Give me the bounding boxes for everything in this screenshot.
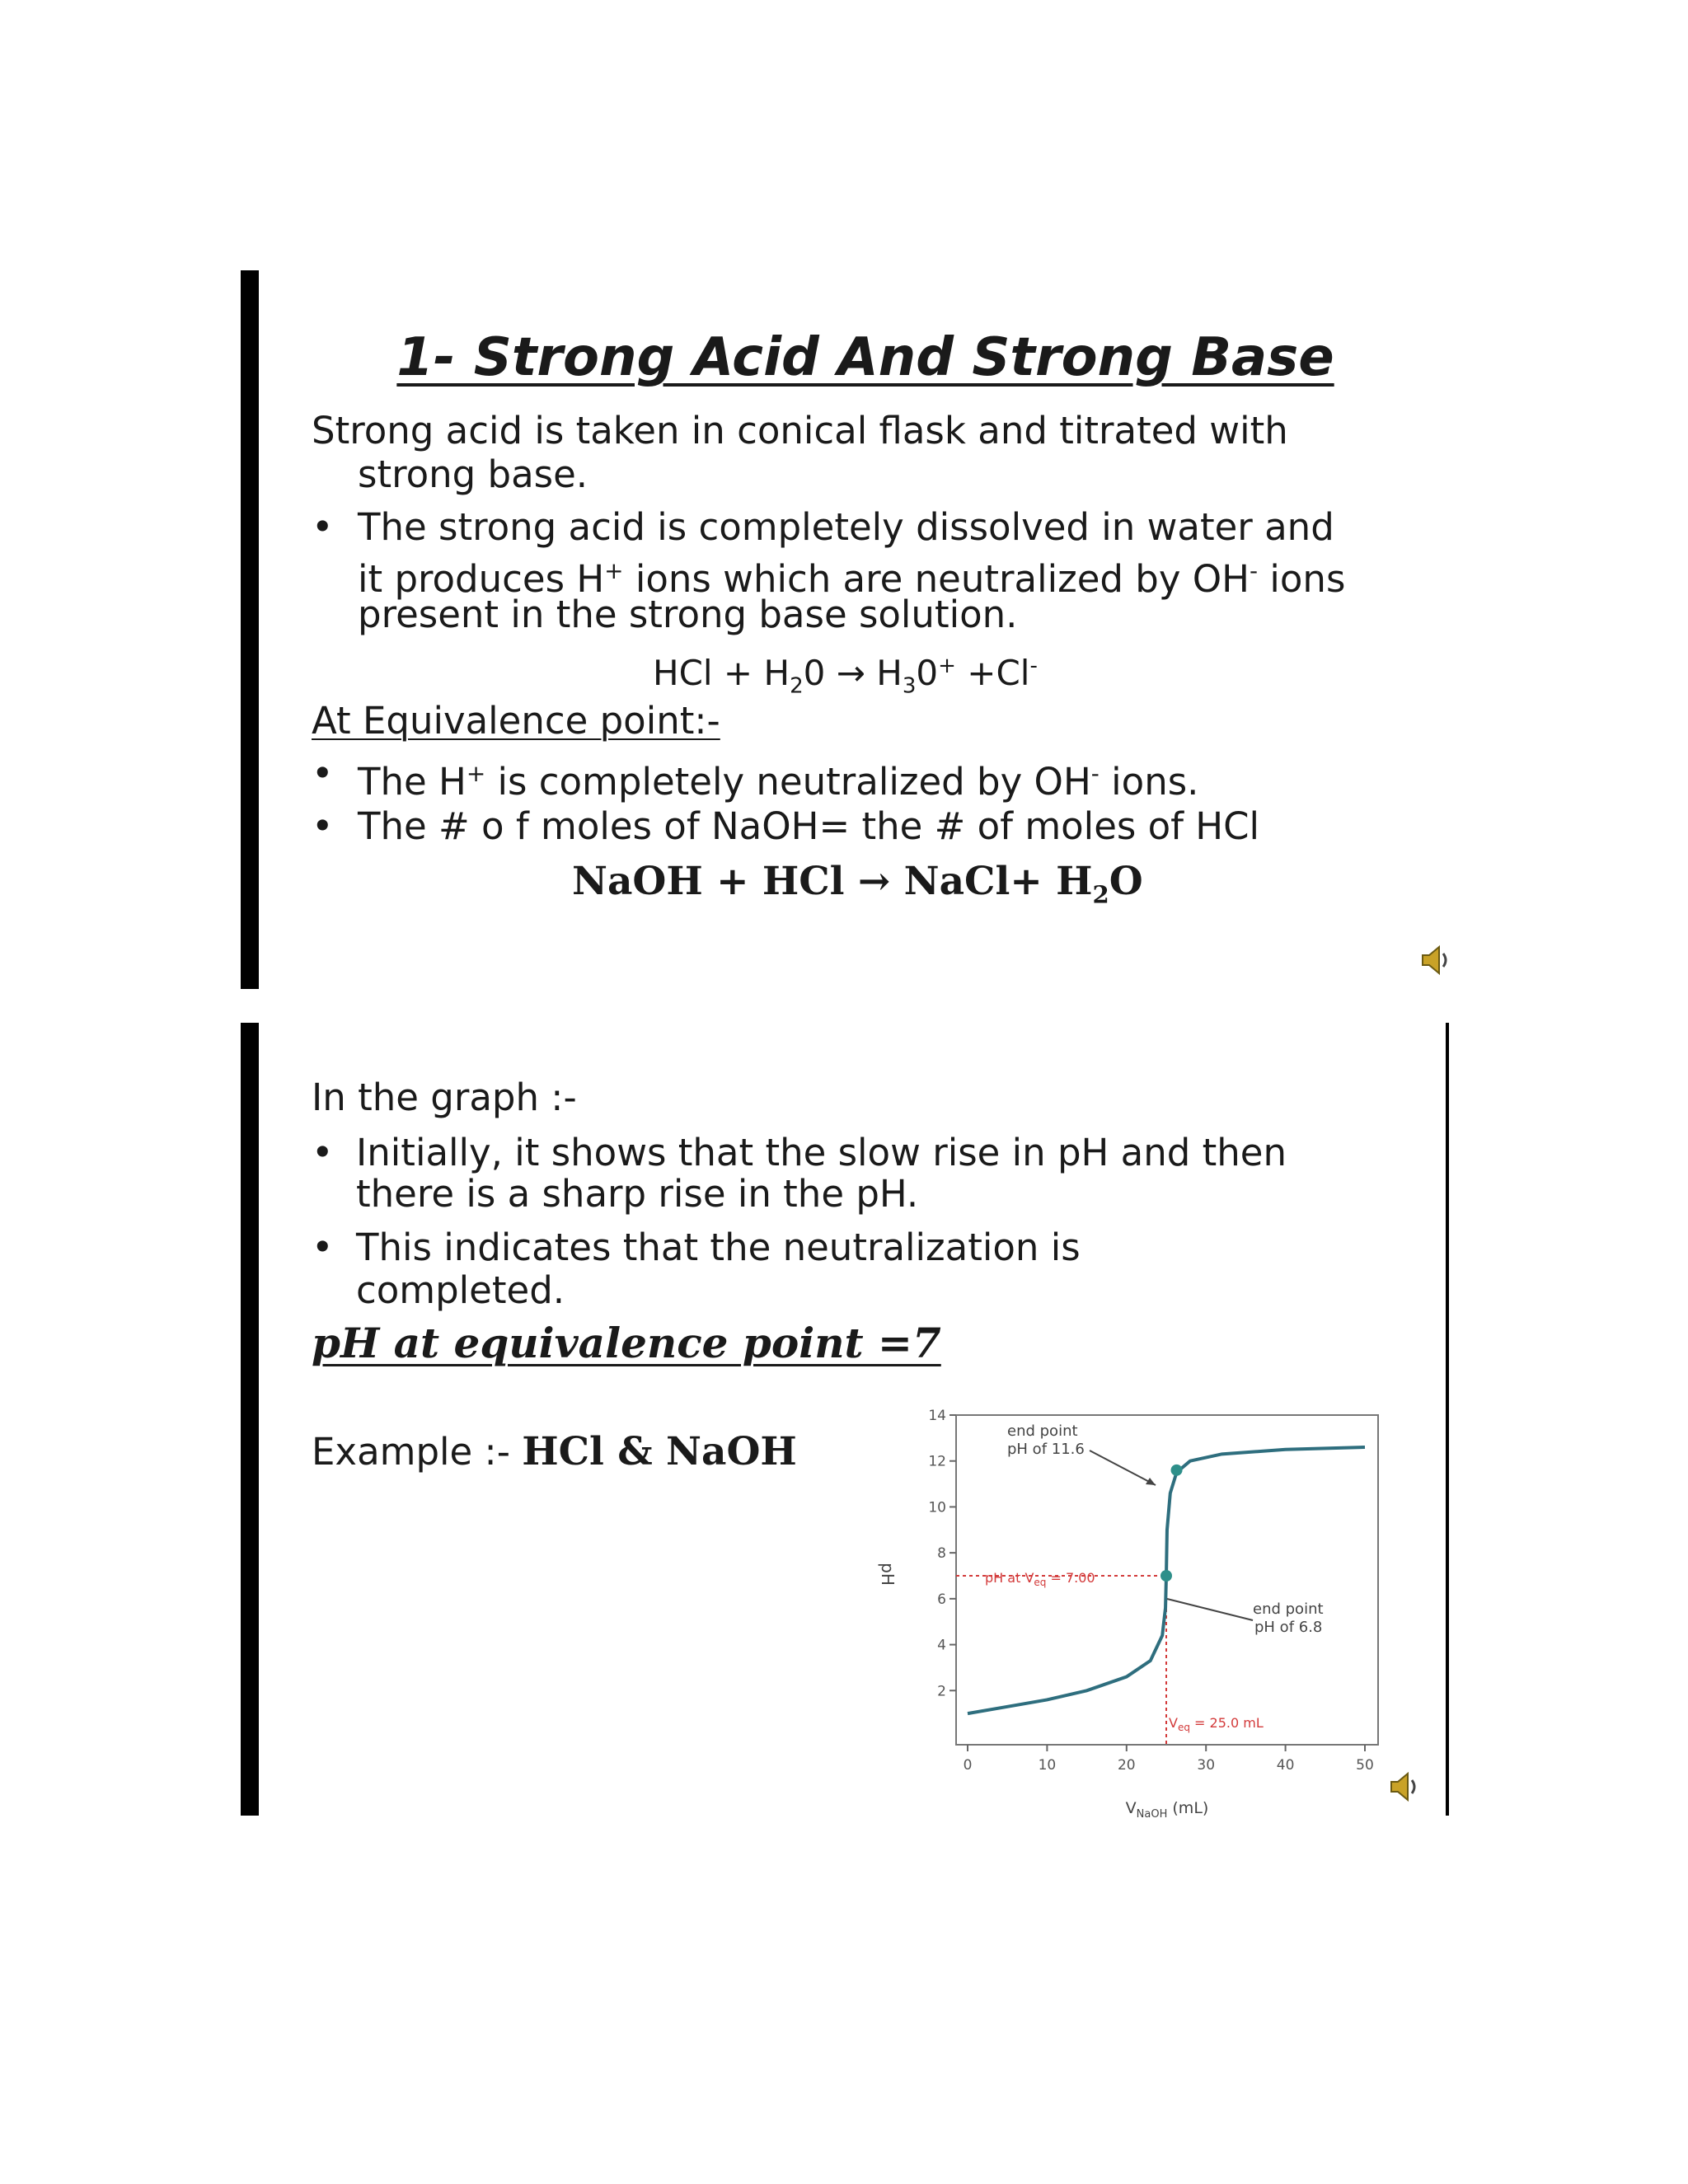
speaker-icon[interactable] [1419, 944, 1454, 980]
graph-bullet2-line1: This indicates that the neutralization is [356, 1226, 1081, 1269]
equation-neutralization: NaOH + HCl → NaCl+ $H_2O$ [572, 859, 1143, 909]
example-value: HCl & NaOH [522, 1429, 797, 1474]
y-tick-label: 10 [928, 1499, 946, 1516]
x-tick-label: 20 [1117, 1757, 1136, 1774]
bullet-marker: • [312, 1131, 334, 1174]
annotation-ph-at-veq: pH at $V_{eq} = 7.00$ [985, 1570, 1095, 1588]
x-tick-label: 50 [1356, 1757, 1374, 1774]
x-tick-label: 10 [1038, 1757, 1057, 1774]
annotation-veq: $V_{eq} = 25.0$ mL [1169, 1715, 1264, 1733]
example-line: Example :- HCl & NaOH [312, 1429, 797, 1474]
x-tick-label: 30 [1197, 1757, 1216, 1774]
graph-heading: In the graph :- [312, 1076, 577, 1119]
annotation-endpoint-low-line1: end point [1253, 1601, 1324, 1618]
titration-curve-chart [857, 1401, 1385, 1830]
x-axis-label: $V_{NaOH}$ (mL) [1125, 1799, 1209, 1821]
bullet-marker: • [312, 804, 334, 848]
x-tick-label: 0 [963, 1757, 973, 1774]
y-tick-label: 4 [937, 1637, 946, 1654]
bullet1-line2: it produces H+ ions which are neutralized by OH- ions [358, 557, 1346, 601]
bullet-marker: • [312, 752, 334, 795]
y-axis-label: pH [878, 1563, 898, 1586]
bullet-marker: • [312, 505, 334, 549]
graph-bullet2-line2: completed. [356, 1268, 565, 1312]
y-tick-label: 14 [928, 1408, 946, 1424]
speaker-icon[interactable] [1388, 1770, 1423, 1807]
annotation-arrow-high [1090, 1451, 1156, 1485]
curve-point-marker [1171, 1465, 1183, 1476]
annotation-endpoint-high-line1: end point [1007, 1422, 1078, 1440]
equivalence-heading: At Equivalence point:- [312, 699, 720, 743]
bullet1-line1: The strong acid is completely dissolved in water and [358, 505, 1334, 549]
equivalence-bullet2: The # o f moles of NaOH= the # of moles of HCl [358, 804, 1260, 848]
equivalence-bullet1: The H+ is completely neutralized by OH- ions. [358, 760, 1199, 804]
bullet1-line3: present in the strong base solution. [358, 593, 1018, 636]
y-tick-label: 2 [937, 1683, 946, 1700]
equation-hcl-water: HCl + $H_20 \to H_30^+ +Cl^-$ [653, 653, 1038, 699]
intro-text-line2: strong base. [358, 452, 588, 496]
ph-equivalence-statement: pH at equivalence point =7 [312, 1319, 941, 1367]
slide2-right-rule [1446, 1023, 1449, 1816]
annotation-arrow-low [1167, 1599, 1253, 1620]
graph-bullet1-line1: Initially, it shows that the slow rise in pH and then [356, 1131, 1287, 1174]
slide2-left-bar [241, 1023, 259, 1816]
y-tick-label: 12 [928, 1453, 946, 1470]
annotation-endpoint-high-line2: pH of 11.6 [1007, 1441, 1085, 1458]
graph-bullet1-line2: there is a sharp rise in the pH. [356, 1172, 919, 1216]
slide1-title: 1- Strong Acid And Strong Base [396, 327, 1334, 388]
x-tick-label: 40 [1276, 1757, 1295, 1774]
y-tick-label: 8 [937, 1545, 946, 1563]
bullet-marker: • [312, 1226, 334, 1269]
annotation-endpoint-low-line2: pH of 6.8 [1254, 1619, 1323, 1636]
y-tick-label: 6 [937, 1591, 946, 1608]
curve-point-marker [1160, 1570, 1172, 1582]
intro-text-line1: Strong acid is taken in conical flask and titrated with [312, 409, 1288, 452]
